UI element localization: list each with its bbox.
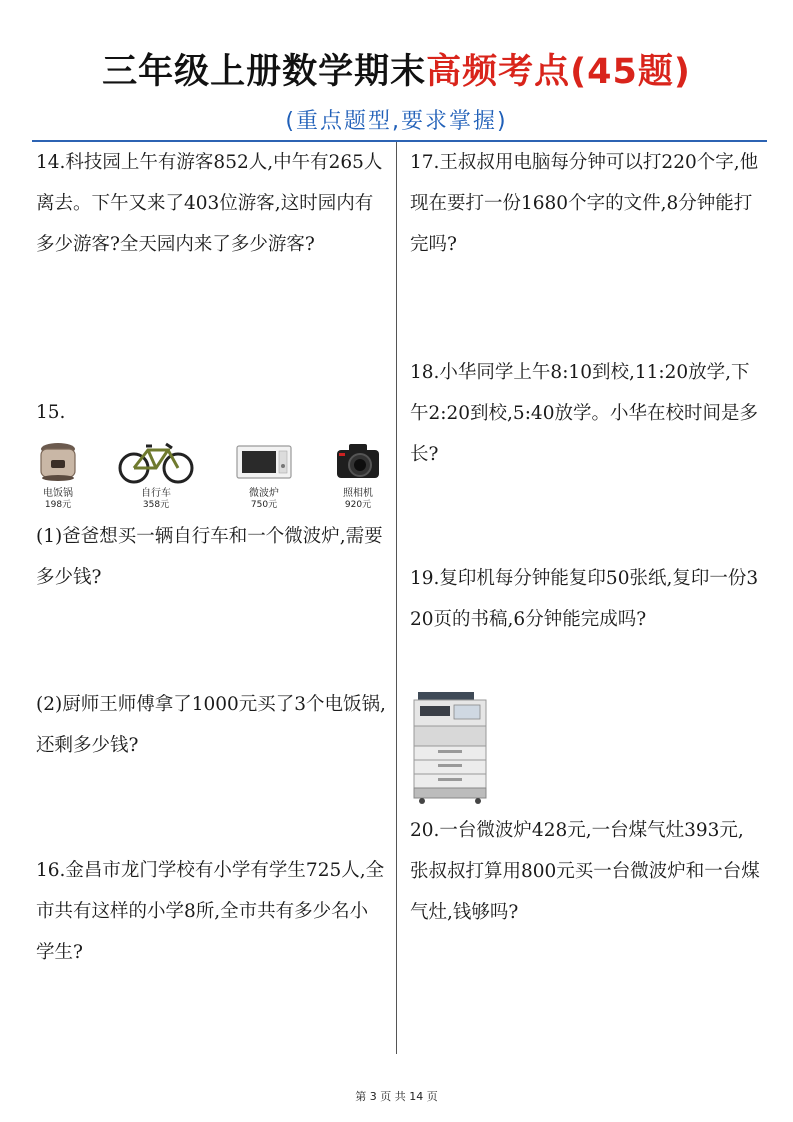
product-microwave xyxy=(228,436,300,510)
page-subtitle: (重点题型,要求掌握) xyxy=(285,109,508,134)
product-name: 微波炉 xyxy=(249,488,279,499)
question-15-number: 15. xyxy=(36,402,66,423)
product-name: 电饭锅 xyxy=(43,488,73,499)
product-price: 920元 xyxy=(344,500,372,510)
column-divider xyxy=(396,142,397,1054)
page-title xyxy=(0,44,793,94)
question-14: 14.科技园上午有游客852人,中午有265人离去。下午又来了403位游客,这时园内有多少游客?全天园内来了多少游客? xyxy=(36,152,383,255)
product-list xyxy=(30,436,388,520)
question-17: 17.王叔叔用电脑每分钟可以打220个字,他现在要打一份1680个字的文件,8分钟能打完吗? xyxy=(410,152,759,255)
bicycle-icon xyxy=(116,436,196,486)
question-16: 16.金昌市龙门学校有小学有学生725人,全市共有这样的小学8所,全市共有多少名小学生? xyxy=(36,860,385,963)
product-bicycle xyxy=(120,436,192,510)
question-15-part-2: (2)厨师王师傅拿了1000元买了3个电饭锅,还剩多少钱? xyxy=(36,694,386,756)
photocopier-image xyxy=(408,688,492,810)
product-name: 照相机 xyxy=(343,488,373,499)
page-number: 第 3 页 共 14 页 xyxy=(355,1090,438,1103)
product-camera xyxy=(322,436,394,510)
photocopier-icon xyxy=(408,688,492,806)
page-title-highlight: 高频考点(45题) xyxy=(426,52,691,92)
question-20: 20.一台微波炉428元,一台煤气灶393元,张叔叔打算用800元买一台微波炉和一台煤气灶,钱够吗? xyxy=(410,820,760,923)
product-price: 198元 xyxy=(44,500,72,510)
microwave-icon xyxy=(234,436,294,486)
product-name: 自行车 xyxy=(141,488,171,499)
page-title-main: 三年级上册数学期末 xyxy=(102,52,427,92)
product-price: 750元 xyxy=(250,500,278,510)
product-rice-cooker xyxy=(22,436,94,510)
product-price: 358元 xyxy=(142,500,170,510)
question-19: 19.复印机每分钟能复印50张纸,复印一份320页的书稿,6分钟能完成吗? xyxy=(410,568,759,630)
rice-cooker-icon xyxy=(33,436,83,486)
camera-icon xyxy=(333,436,383,486)
question-15-part-1: (1)爸爸想买一辆自行车和一个微波炉,需要多少钱? xyxy=(36,526,383,588)
question-18: 18.小华同学上午8:10到校,11:20放学,下午2:20到校,5:40放学。小华在校时间是多长? xyxy=(410,362,758,465)
